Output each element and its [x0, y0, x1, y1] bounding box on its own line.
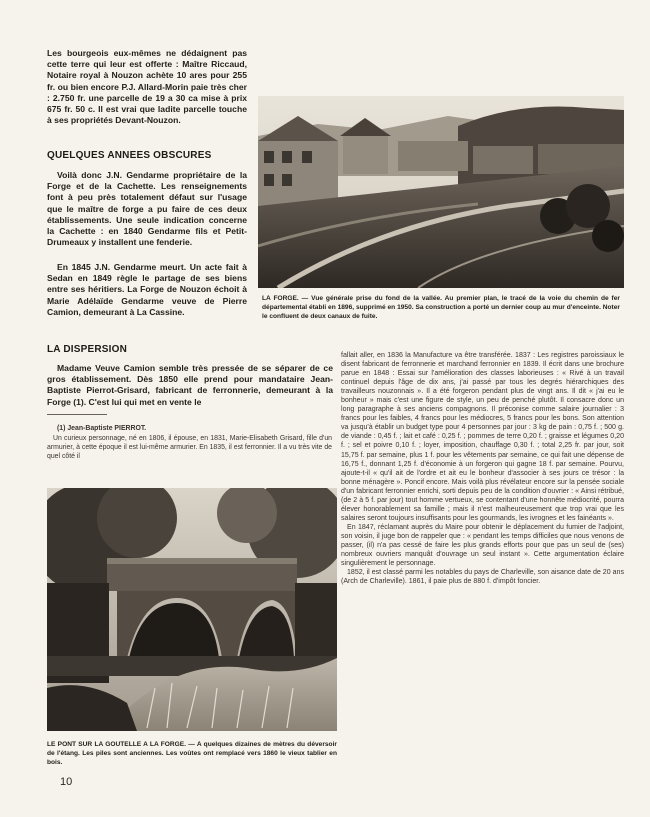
photo-le-pont-caption	[47, 741, 337, 767]
caption-text-la-forge: Vue générale prise du fond de la vallée. Au premier plan, le tracé de la voie du chemin de fer départemental établi en 1896, supprimé en 1950. Sa construction a porté un dernier coup au mur d'enceinte. Noter le confluent de deux canaux de fuite.	[262, 295, 620, 320]
right-column-paragraph-2: En 1847, réclamant auprès du Maire pour obtenir le déplacement du fumier de l'adjoint, son voisin, il juge bon de rappeler que : « pendant les temps difficiles que nous venons de passer, (il) n'a pas cessé de faire les plus grands efforts pour que pas un seul de (ses) nombreux ouvriers manquât d'ouvrage un seul instant ». Cette argumentation éclaire singulièrement le personnage.	[341, 523, 624, 568]
section-heading-dispersion: LA DISPERSION	[47, 344, 128, 355]
footnote-rule	[47, 414, 107, 415]
section1-paragraph-2: En 1845 J.N. Gendarme meurt. Un acte fait à Sedan en 1849 règle le partage de ses biens entre ses héritiers. La Forge de Nouzon échoit à Marie Adélaïde Gendarme veuve de Pierre Camion, demeurant à La Cassine.	[47, 262, 247, 317]
caption-lead-le-pont: LE PONT SUR LA GOUTELLE A LA FORGE. —	[47, 741, 195, 748]
right-column-paragraph-3: 1852, il est classé parmi les notables du pays de Charleville, son aisance date de 20 ans (Arch de Charleville). 1861, il paie plus de 880 f. d'impôt foncier.	[341, 569, 624, 586]
right-column-text	[341, 351, 624, 586]
footnote	[47, 424, 332, 461]
footnote-title: (1) Jean-Baptiste PIERROT.	[57, 425, 147, 432]
section1-paragraph-1: Voilà donc J.N. Gendarme propriétaire de la Forge et de la Cachette. Les renseignements font à peu près totalement défaut sur l'usage que le maître de forge a pu faire de ces deux établissements. Une seule indication concerne la Cachette : en 1840 Gendarme fils et Petit-Drumeaux y installent une fenderie.	[47, 170, 247, 248]
photo-le-pont	[47, 488, 337, 731]
section-heading-obscures: QUELQUES ANNEES OBSCURES	[47, 150, 212, 161]
section2-paragraph-1: Madame Veuve Camion semble très pressée de se séparer de ce gros établissement. Dès 1850 elle prend pour mandataire Jean-Baptiste Pierrot-Grisard, fabricant de ferronnerie, demeurant à la Forge (1). C'est lui qui met en vente le	[47, 363, 333, 407]
right-column-paragraph-1: fallait aller, en 1836 la Manufacture va être transférée. 1837 : Les registres paroissiaux le disent fabricant de ferronnerie et marchand ferronnier en 1839. Il écrit dans une brochure parue en 1848 : Essai sur l'amélioration des classes laborieuses : « Rivé à un travail continuel depuis l'âge de dix ans, j'ai passé par tous les degrés hiérarchiques des travailleurs nouzonnais ». Il a été forgeron pendant plus de vingt ans. Il dit « j'ai eu le bonheur » mais c'est une figure de style, un peu de penché plutôt. Il consacre donc un long paragraphe à ses anciens compagnons. Il préconise comme salaire journalier : 3 francs pour les faibles, 4 francs pour les médiocres, 5 francs pour les bons. Son attention va jusqu'à établir un budget type pour 4 personnes par jour : 3 kg de pain : 0,75 f. ; 500 g. de viande : 0,45 f. ; lait et café : 0,25 f. ; pommes de terre 0,20 f. ; graisse et légumes 0,20 f. ; sel et poivre 0,10 f. ; loyer, imposition, chauffage 0,30 f. ; total 2,25 fr. par jour, soit 15,75 f. par semaine, plus 1 f. pour les vêtements par semaine, ce qui fait une dépense de 16,75 f., donnant 1,25 f. d'économie à un forgeron qui gagne 18 f. par semaine. Pourvu, ajoute-t-il « qu'il ait de l'ordre et ait eu le bonheur d'associer à ses jours ce trésor : la bonne ménagère ». Poncif encore. Mais voilà plus révélateur encore sur la pensée sociale d'un fabricant ferronnier enrichi, sorti depuis peu de la condition d'ouvrier : « Ainsi rétribué, (de 2 à 5 f. par jour) tout homme vertueux, se contentant d'une honnête médiocrité, pourra élever honorablement sa famille ; mais il n'est malheureusement que trop vrai que les salaires seront toujours insuffisants pour les gourmands, les ivrognes et les fainéants ».	[341, 352, 624, 522]
caption-lead-la-forge: LA FORGE. —	[262, 295, 309, 302]
photo-la-forge-caption	[262, 295, 620, 321]
photo-la-forge	[258, 96, 624, 288]
page-number: 10	[60, 776, 73, 788]
caption-text-le-pont: A quelques dizaines de mètres du déversoir de l'étang. Les piles sont anciennes. Les voûtes ont remplacé vers 1860 le vieux tablier en bois.	[47, 741, 337, 766]
intro-paragraph: Les bourgeois eux-mêmes ne dédaignent pas cette terre qui leur est offerte : Maître Riccaud, Notaire royal à Nouzon achète 10 ares pour 255 fr. ou bien encore P.J. Allard-Morin paie très cher : 2.750 fr. une parcelle de 19 a 30 ca mise à prix 675 fr. 50 c. Il est vrai que ladite parcelle touche à ses propriétés Devant-Nouzon.	[47, 48, 247, 126]
footnote-text: Un curieux personnage, né en 1806, il épouse, en 1831, Marie-Elisabeth Grisard, fille d'un armurier, à cette époque il est lui-même armurier. En 1835, il est ferronnier. Il a vu très vite de quel côté il	[47, 435, 332, 461]
